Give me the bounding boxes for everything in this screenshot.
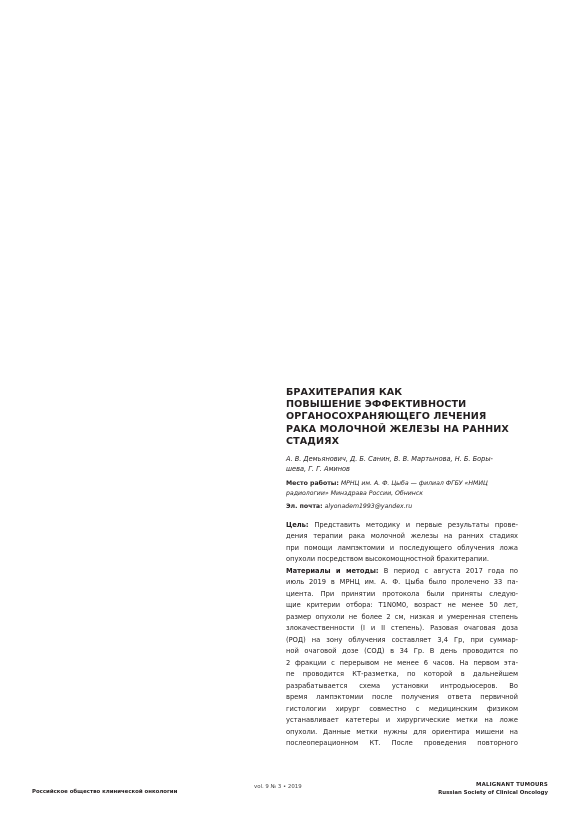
body-line: послеоперационном КТ. После проведения повторного [286,739,518,748]
body-line: циента. При принятии протокола были приняты следую- [286,589,518,598]
footer-society-ru: Российское общество клинической онкологии [32,789,178,795]
email-label: Эл. почта: [286,502,323,510]
body-line: при помощи лампэктомии и последующего облучения ложа [286,543,518,552]
body-line: пе проводится КТ-разметка, по которой в дальнейшем [286,670,518,679]
body-line: устанавливает катетеры и хирургические метки на ложе [286,716,518,725]
body-line: щие критерии отбора: T1N0M0, возраст не менее 50 лет, [286,601,518,610]
body-line: Материалы и методы: В период с августа 2017 года по [286,566,518,575]
article-title [286,387,518,448]
body-line: Цель: Представить методику и первые результаты прове- [286,520,518,529]
body-line: июль 2019 в МРНЦ им. А. Ф. Цыба было пролечено 33 па- [286,578,518,587]
workplace-label: Место работы: [286,479,339,487]
body-line: злокачественности (I и II степень). Разовая очаговая доза [286,624,518,633]
methods-label: Материалы и методы: [286,566,379,575]
title-line: ПОВЫШЕНИЕ ЭФФЕКТИВНОСТИ [286,399,467,411]
workplace-text: МРНЦ им. А. Ф. Цыба — филиал ФГБУ «НМИЦ [340,479,488,487]
authors-line: А. В. Демьянович, Д. Б. Санин, В. В. Мартынова, Н. Б. Боры- [286,455,493,464]
goal-label: Цель: [286,520,309,529]
footer-issue: vol. 9 № 3 • 2019 [254,784,302,790]
body-line: 2 фракции с перерывом не менее 6 часов. На первом эта- [286,658,518,667]
society-name-en: Russian Society of Clinical Oncology [438,790,548,796]
journal-name: MALIGNANT TUMOURS [476,782,548,788]
title-line: РАКА МОЛОЧНОЙ ЖЕЛЕЗЫ НА РАННИХ [286,423,509,435]
body-line: размер опухоли не более 2 см, низкая и умеренная степень [286,612,518,621]
body-line: опухоли. Данные метки нужны для ориентира мишени на [286,727,518,736]
article-abstract [286,387,518,750]
authors-line: шева, Г. Г. Аминов [286,465,350,474]
title-line: БРАХИТЕРАПИЯ КАК [286,387,403,398]
body-line: гистологии хирург совместно с медицинским физиком [286,704,518,713]
title-line: ОРГАНОСОХРАНЯЮЩЕГО ЛЕЧЕНИЯ [286,411,487,423]
article-authors [286,454,518,475]
workplace [286,479,518,499]
email-address[interactable]: alyonadem1993@yandex.ru [324,502,413,510]
workplace-text: радиологии» Минздрава России, Обнинск [286,489,423,497]
body-line: опухоли посредством высокомощностной брахитерапии. [286,555,489,564]
body-line: ной очаговой дозе (СОД) в 34 Гр. В день проводится по [286,647,518,656]
body-line: дения терапии рака молочной железы на ранних стадиях [286,532,518,541]
footer-journal [438,781,548,797]
title-line: СТАДИЯХ [286,435,340,447]
body-line: (РОД) на зону облучения составляет 3,4 Гр, при суммар- [286,635,518,644]
body-line: время лампэктомии после получения ответа первичной [286,693,518,702]
body-line: разрабатывается схема установки интродьюсеров. Во [286,681,518,690]
email-line [286,502,518,512]
abstract-body [286,520,518,750]
